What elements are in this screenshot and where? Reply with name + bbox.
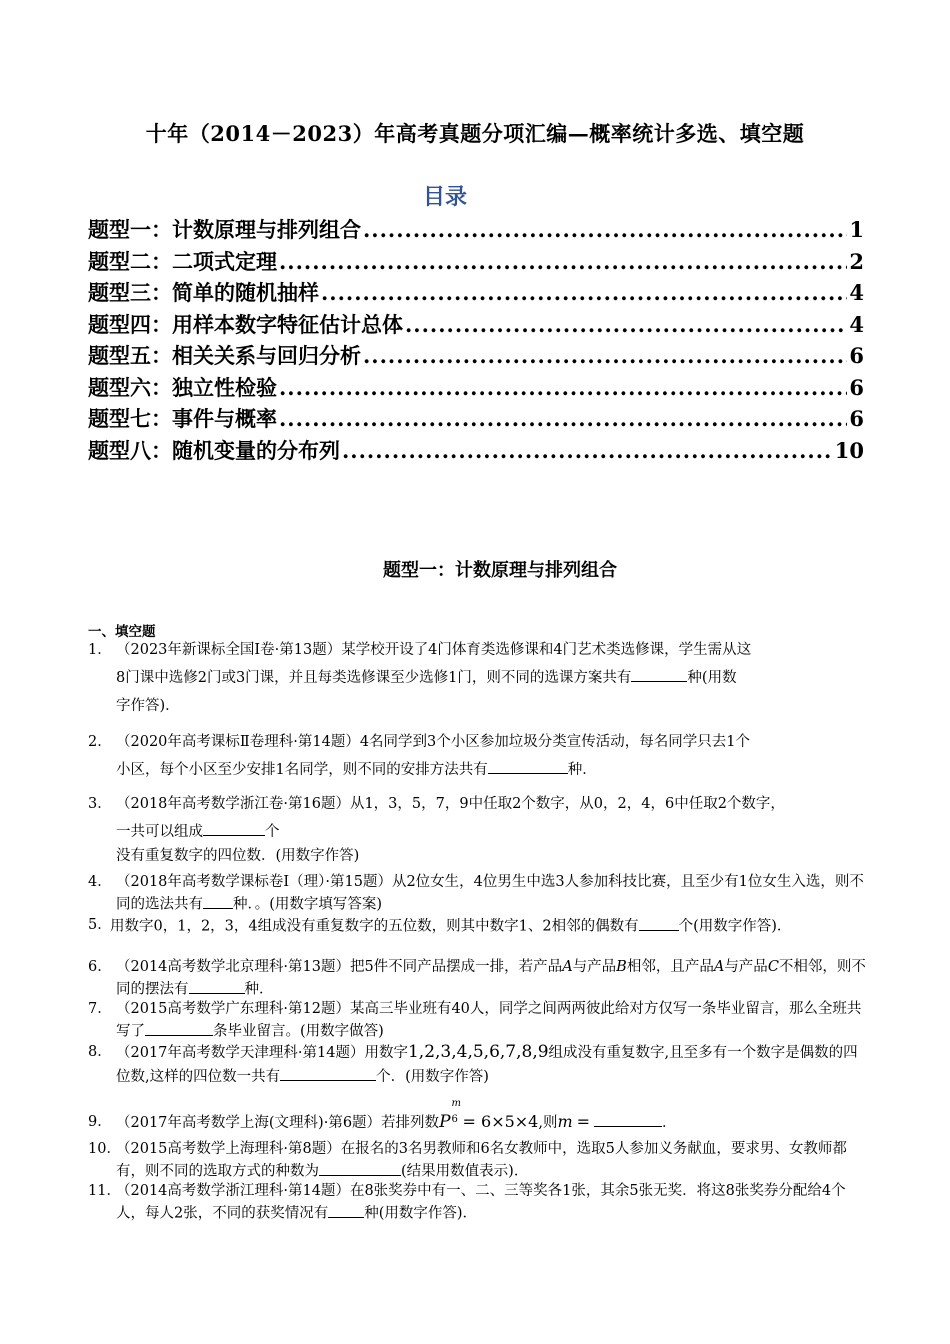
question-6 (88, 957, 868, 1001)
math-variable: A (713, 959, 725, 975)
question-10 (88, 1139, 868, 1183)
question-text: 个．(用数字作答) (376, 1069, 489, 1085)
permutation-formula (439, 1098, 539, 1132)
question-number: 3． (88, 796, 112, 812)
toc-entry-label: 题型二：二项式定理 (88, 248, 277, 274)
toc-leader-dots (279, 403, 847, 435)
section-title: 题型一：计数原理与排列组合 (383, 560, 617, 581)
toc-entry[interactable] (88, 277, 864, 309)
question-8 (88, 1040, 868, 1089)
question-text: 种． (567, 762, 597, 778)
math-symbol-p: P (439, 1112, 451, 1132)
question-7 (88, 999, 868, 1043)
question-text: 不相邻，则不同的摆法有 (116, 959, 866, 998)
question-text: 8门课中选修2门或3门课，并且每类选修课至少选修1门，则不同的选课方案共有 (116, 670, 632, 686)
question-11 (88, 1181, 868, 1225)
question-5 (88, 915, 868, 938)
question-number: 11． (88, 1183, 121, 1199)
subsection-heading: 一、填空题 (88, 624, 156, 640)
question-text: 个(用数字作答)． (678, 918, 792, 935)
toc-entry[interactable] (88, 214, 864, 246)
question-number: 7． (88, 1001, 112, 1017)
toc-entry[interactable] (88, 372, 864, 404)
answer-blank[interactable] (594, 1112, 662, 1128)
toc-entry-page: 4 (849, 311, 864, 337)
question-text: ,则 (538, 1115, 558, 1131)
math-variable: C (767, 959, 779, 975)
question-text: 种． (244, 981, 274, 998)
question-text: （2018年高考数学课标卷Ⅰ（理）·第15题）从2位女生，4位男生中选3人参加科技比赛，且至少有1位女生入选，则不同的选法共有 (116, 874, 864, 913)
toc-entry-label: 题型八：随机变量的分布列 (88, 437, 340, 463)
toc-leader-dots (321, 277, 847, 309)
question-text: 与产品 (724, 959, 768, 975)
question-text: 没有重复数字的四位数．(用数字作答) (116, 848, 360, 864)
question-text: （2018年高考数学浙江卷·第16题）从1，3，5，7，9中任取2个数字，从0，2，4，6中任取2个数字， (116, 796, 785, 812)
math-superscript: m (451, 1098, 461, 1109)
question-number: 2． (88, 734, 112, 750)
question-number: 6． (88, 959, 112, 975)
math-equals: = (576, 1112, 591, 1131)
question-4 (88, 872, 868, 916)
toc-leader-dots (405, 309, 847, 341)
toc-entry-label: 题型七：事件与概率 (88, 406, 277, 431)
question-number: 10． (88, 1141, 121, 1157)
question-9 (88, 1098, 868, 1135)
answer-blank[interactable] (639, 915, 679, 931)
toc-entry-label: 题型三：简单的随机抽样 (88, 280, 319, 305)
question-text: 种(用数 (687, 670, 737, 686)
toc-entry-page: 1 (849, 217, 864, 242)
question-1 (88, 636, 868, 720)
question-text: （2017年高考数学天津理科·第14题）用数字 (116, 1045, 408, 1061)
answer-blank[interactable] (319, 1160, 401, 1176)
toc-leader-dots (342, 435, 833, 467)
question-text: （2017年高考数学上海(文理科)·第6题）若排列数 (116, 1115, 440, 1131)
question-2 (88, 728, 868, 784)
toc-entry[interactable] (88, 403, 864, 435)
math-subscript: 6 (451, 1114, 458, 1125)
toc-entry-label: 题型六：独立性检验 (88, 374, 277, 400)
toc-leader-dots (279, 246, 847, 278)
math-variable: A (562, 959, 573, 975)
toc-entry-page: 6 (849, 374, 864, 400)
question-text: 相邻，且产品 (626, 959, 714, 975)
toc-entry-label: 题型四：用样本数字特征估计总体 (88, 311, 403, 337)
question-text: 字作答)． (116, 698, 180, 714)
question-text: （2015高考数学广东理科·第12题）某高三毕业班有40人，同学之间两两彼此给对方仅写一条毕业留言，那么全班共写了 (116, 1001, 862, 1040)
question-text: 与产品 (572, 959, 617, 975)
toc-entry[interactable] (88, 309, 864, 341)
toc-leader-dots (363, 340, 847, 372)
answer-blank[interactable] (280, 1066, 376, 1082)
answer-blank[interactable] (189, 978, 245, 994)
toc-entry[interactable] (88, 435, 864, 467)
toc-leader-dots (279, 372, 847, 404)
answer-blank[interactable] (328, 1202, 364, 1218)
question-text: 用数字0，1，2，3，4组成没有重复数字的五位数，则其中数字1、2相邻的偶数有 (110, 918, 639, 935)
toc-entry[interactable] (88, 340, 864, 372)
answer-blank[interactable] (631, 667, 687, 683)
toc-leader-dots (363, 214, 847, 246)
table-of-contents (88, 214, 864, 466)
toc-entry-page: 2 (849, 248, 864, 274)
question-text: ． (662, 1115, 677, 1131)
question-text: 条毕业留言。(用数字做答) (213, 1023, 384, 1040)
question-number: 9． (88, 1114, 112, 1130)
question-text: 个 (265, 824, 280, 840)
toc-entry-label: 题型五：相关关系与回归分析 (88, 343, 361, 368)
math-variable: B (616, 959, 627, 975)
toc-entry-page: 4 (849, 280, 864, 305)
question-text: 小区，每个小区至少安排1名同学，则不同的安排方法共有 (116, 762, 488, 778)
question-text: （2014高考数学浙江理科·第14题）在8张奖券中有一、二、三等奖各1张，其余5张无奖．将这8张奖券分配给4个人，每人2张，不同的获奖情况有 (116, 1183, 846, 1222)
toc-entry-page: 10 (834, 437, 864, 463)
math-expression: = 6×5×4 (462, 1112, 539, 1131)
toc-entry[interactable] (88, 246, 864, 278)
question-number: 1． (88, 642, 112, 658)
toc-entry-label: 题型一：计数原理与排列组合 (88, 217, 361, 242)
answer-blank[interactable] (203, 893, 233, 909)
question-text: 种(用数字作答)． (364, 1205, 478, 1222)
question-text: 一共可以组成 (116, 824, 203, 840)
question-text: （2020年高考课标Ⅱ卷理科·第14题）4名同学到3个小区参加垃圾分类宣传活动，每名同学只去1个 (116, 734, 750, 750)
math-variable: m (557, 1112, 573, 1131)
question-number: 4． (88, 874, 112, 890)
answer-blank[interactable] (145, 1020, 213, 1036)
question-text: （2023年新课标全国Ⅰ卷·第13题）某学校开设了4门体育类选修课和4门艺术类选修课，学生需从这 (116, 642, 752, 658)
question-text: 种．。(用数字填写答案) (233, 896, 383, 913)
question-text: 组成没有重复数字,且至多有一个数字是偶数的四位数,这样的四位数一共有 (116, 1045, 858, 1085)
document-title: 十年（2014－2023）年高考真题分项汇编—概率统计多选、填空题 (145, 121, 805, 146)
answer-blank[interactable] (488, 759, 568, 775)
toc-heading: 目录 (422, 184, 467, 210)
question-text: （2015高考数学上海理科·第8题）在报名的3名男教师和6名女教师中，选取5人参加义务献血，要求男、女教师都有，则不同的选取方式的种数为 (116, 1141, 847, 1180)
math-digits: 1,2,3,4,5,6,7,8,9 (407, 1042, 549, 1062)
question-3 (88, 790, 878, 866)
toc-entry-page: 6 (849, 343, 864, 368)
question-text: （2014高考数学北京理科·第13题）把5件不同产品摆成一排，若产品 (116, 959, 563, 975)
toc-entry-page: 6 (849, 406, 864, 431)
question-text: (结果用数值表示)． (401, 1163, 529, 1180)
answer-blank[interactable] (203, 821, 265, 837)
question-number: 8． (88, 1044, 112, 1060)
question-number: 5． (88, 917, 112, 933)
